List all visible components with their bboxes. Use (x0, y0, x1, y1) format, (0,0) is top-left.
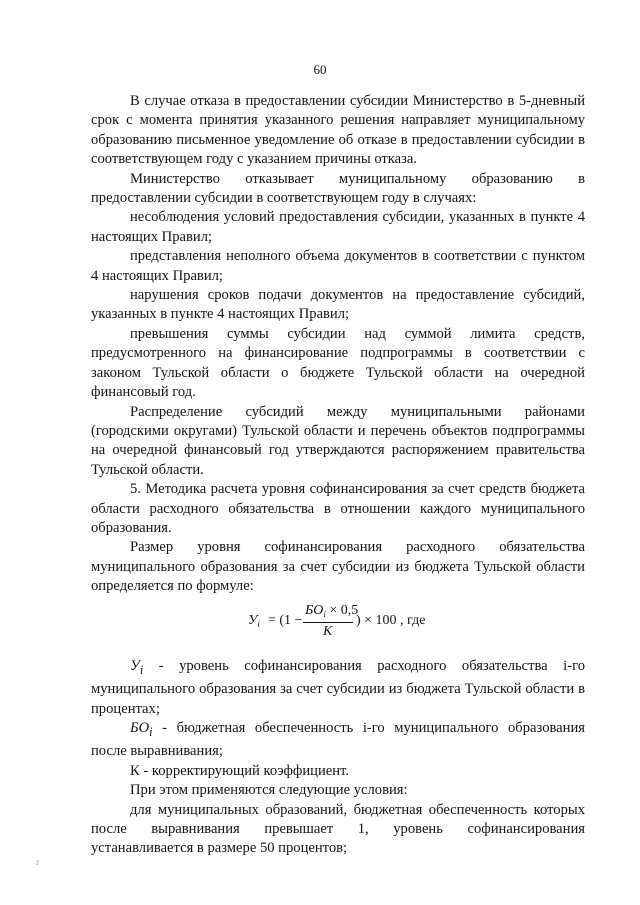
paragraph-case-conditions: несоблюдения условий предоставления субсидии, указанных в пункте 4 настоящих Правил; (91, 209, 585, 245)
paragraph-case-documents: представления неполного объема документов в соответствии с пунктом 4 настоящих Правил; (91, 248, 585, 284)
definition-level: $У_i$ - уровень софинансирования расходного обязательства i-го муниципального образования за счет субсидии из бюджета Тульской области в процентах; (91, 658, 585, 717)
paragraph-condition-50-percent: для муниципальных образований, бюджетная обеспеченность которых после выравнивания превышает 1, уровень софинансирования устанавливается в размере 50 процентов; (91, 801, 585, 857)
formula-denominator: К (323, 624, 333, 639)
formula-open: = (1 − (268, 613, 303, 628)
paragraph-refusal-cases: Министерство отказывает муниципальному образованию в предоставлении субсидии в соответствующем году в случаях: (91, 170, 585, 207)
formula-lhs: $У_i$ (248, 613, 260, 629)
formula-numerator: $БО_i \times 0,5$ (305, 603, 359, 619)
paragraph-refusal-notice: В случае отказа в предоставлении субсидии Министерство в 5-дневный срок с момента принятия указанного решения направляет муниципальному образованию письменное уведомление об отказе в предоставлении субсидии в соответствующем году с указанием причины отказа. (91, 93, 585, 168)
paragraph-distribution: Распределение субсидий между муниципальными районами (городскими округами) Тульской области и перечень объектов подпрограммы на очередной финансовый год утверждаются распоряжением правительства Тульской области. (91, 403, 585, 478)
paragraph-methodology: 5. Методика расчета уровня софинансирования за счет средств бюджета области расходного обязательства в отношении каждого муниципального образования. (91, 481, 585, 536)
page-number: 60 (313, 62, 327, 77)
scan-mark: r (36, 857, 39, 867)
formula-definitions (91, 657, 585, 859)
cofinancing-formula (248, 603, 448, 643)
definition-budget-provision: $БО_i$ - бюджетная обеспеченность i-го муниципального образования после выравнивания; (91, 720, 585, 760)
paragraph-case-limit: превышения суммы субсидии над суммой лимита средств, предусмотренного на финансирование подпрограммы в соответствии с законом Тульской области о бюджете Тульской области на очередной финансовый год. (91, 325, 585, 401)
body-text (91, 92, 585, 597)
paragraph-conditions-intro: При этом применяются следующие условия: (130, 782, 408, 799)
formula-close: ) × 100 , где (356, 613, 426, 628)
paragraph-formula-intro: Размер уровня софинансирования расходного обязательства муниципального образования за счет субсидии из бюджета Тульской области определяется по формуле: (91, 539, 585, 595)
fraction-line (303, 622, 353, 623)
paragraph-case-deadlines: нарушения сроков подачи документов на предоставление субсидий, указанных в пункте 4 настоящих Правил; (91, 287, 585, 323)
definition-coefficient: К - корректирующий коэффициент. (130, 762, 349, 779)
